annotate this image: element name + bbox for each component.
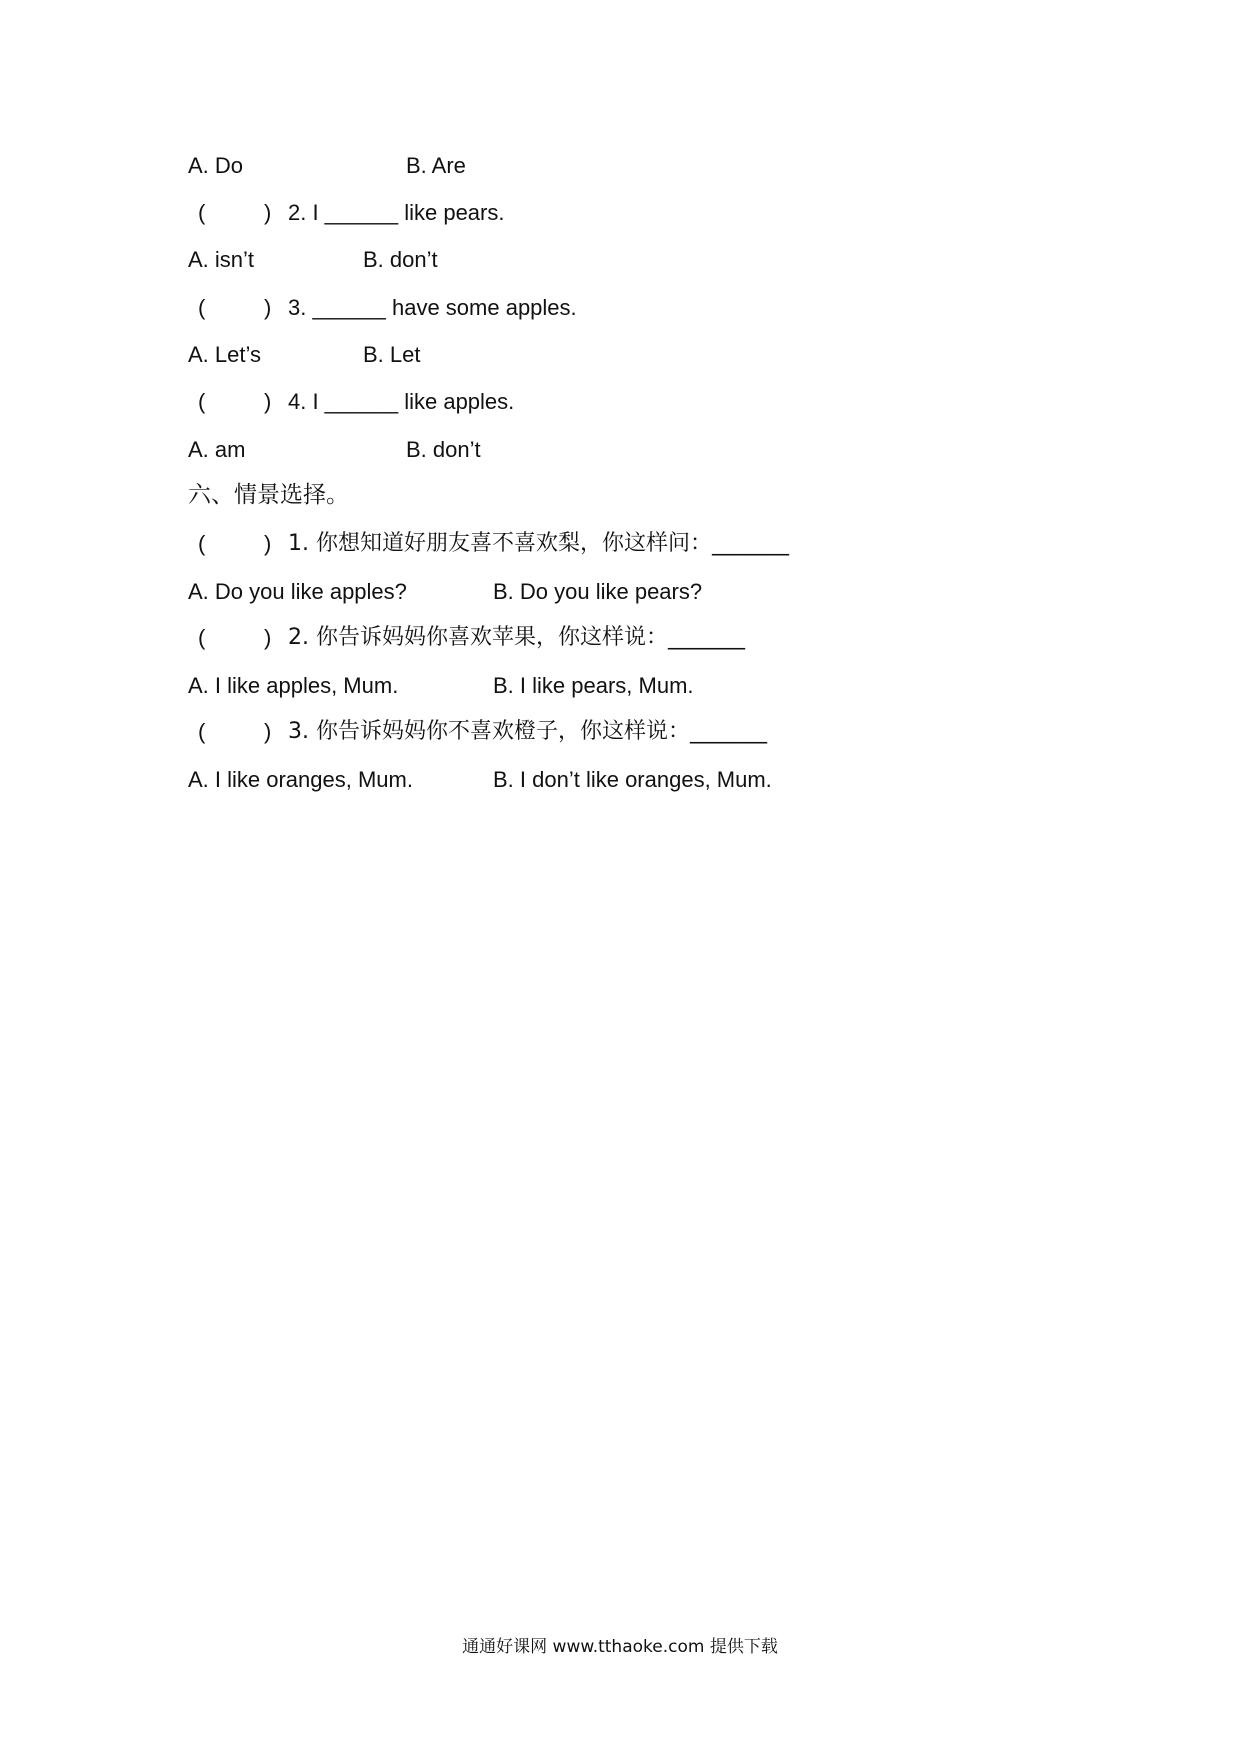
scenario-q2-paren-open: ( — [198, 625, 206, 650]
scenario-q2-options-row — [188, 670, 694, 702]
scenario-q1-option-a: A. Do you like apples? — [188, 579, 407, 604]
q4-option-b: B. don’t — [406, 437, 481, 462]
q3-options-row — [188, 339, 421, 371]
q4-options-row — [188, 434, 481, 466]
scenario-q2-option-b: B. I like pears, Mum. — [493, 673, 694, 698]
scenario-q3-paren-close: ) — [264, 719, 272, 744]
scenario-q2-option-a: A. I like apples, Mum. — [188, 673, 399, 698]
q1-option-b: B. Are — [406, 153, 466, 178]
q1-option-a: A. Do — [188, 153, 244, 178]
q2-option-a: A. isn’t — [188, 247, 255, 272]
q3-answer-paren-open: ( — [198, 295, 206, 320]
scenario-q1-paren-open: ( — [198, 531, 206, 556]
q3-question: 3. ______ have some apples. — [288, 295, 577, 320]
q1-options-row — [188, 150, 466, 182]
q2-answer-paren-open: ( — [198, 200, 206, 225]
scenario-q3-option-b: B. I don’t like oranges, Mum. — [493, 767, 772, 792]
q2-answer-paren-close: ) — [264, 200, 272, 225]
q2-question: 2. I ______ like pears. — [288, 200, 505, 225]
q2-option-b: B. don’t — [363, 247, 438, 272]
q3-option-a: A. Let’s — [188, 342, 261, 367]
q4-answer-paren-open: ( — [198, 389, 206, 414]
scenario-q3-options-row — [188, 764, 772, 796]
footer-download-credit: 通通好课网 www.tthaoke.com 提供下载 — [462, 1637, 778, 1657]
q3-answer-paren-close: ) — [264, 295, 272, 320]
scenario-q3-option-a: A. I like oranges, Mum. — [188, 767, 413, 792]
scenario-q1-paren-close: ) — [264, 531, 272, 556]
scenario-q3-paren-open: ( — [198, 719, 206, 744]
scenario-q1-question: 1. 你想知道好朋友喜不喜欢梨，你这样问：_______ — [288, 531, 789, 556]
q2-options-row — [188, 244, 438, 276]
scenario-q2-question: 2. 你告诉妈妈你喜欢苹果，你这样说：_______ — [288, 625, 745, 650]
q3-option-b: B. Let — [363, 342, 421, 367]
scenario-q1-option-b: B. Do you like pears? — [493, 579, 703, 604]
q4-answer-paren-close: ) — [264, 389, 272, 414]
q4-question: 4. I ______ like apples. — [288, 389, 515, 414]
scenario-q1-options-row — [188, 576, 703, 608]
scenario-q3-question: 3. 你告诉妈妈你不喜欢橙子，你这样说：_______ — [288, 719, 767, 744]
section-title-part-vi: 六、情景选择。 — [188, 482, 349, 508]
scenario-q2-paren-close: ) — [264, 625, 272, 650]
q4-option-a: A. am — [188, 437, 246, 462]
